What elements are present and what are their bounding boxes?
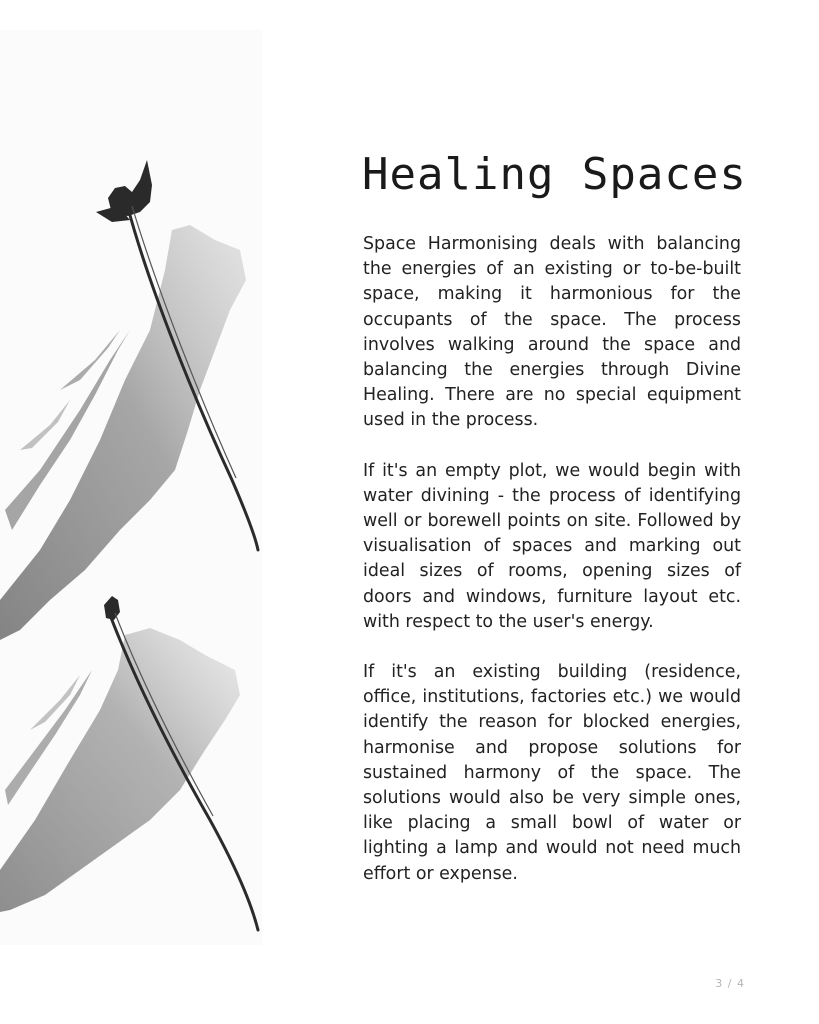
ink-brush-illustration (0, 30, 262, 945)
page-number: 3 / 4 (715, 977, 745, 990)
page-title: Healing Spaces (362, 149, 747, 200)
paragraph-empty-plot: If it's an empty plot, we would begin with water divining - the process of identifying well or borewell points on site. Followed by visualisation of spaces and marking out ideal sizes of rooms, opening sizes of doors and windows, furniture layout etc. with respect to the user's energy. (363, 460, 741, 632)
body-text (363, 232, 741, 912)
paragraph-intro: Space Harmonising deals with balancing the energies of an existing or to-be-built space, making it harmonious for the occupants of the space. The process involves walking around the space and balancing the energies through Divine Healing. There are no special equipment used in the process. (363, 234, 741, 431)
paragraph-existing-building: If it's an existing building (residence, office, institutions, factories etc.) we would identify the reason for blocked energies, harmonise and propose solutions for sustained harmony of the space. The solutions would also be very simple ones, like placing a small bowl of water or lighting a lamp and would not need much effort or expense. (363, 662, 741, 884)
ink-brush-icon (0, 30, 262, 945)
